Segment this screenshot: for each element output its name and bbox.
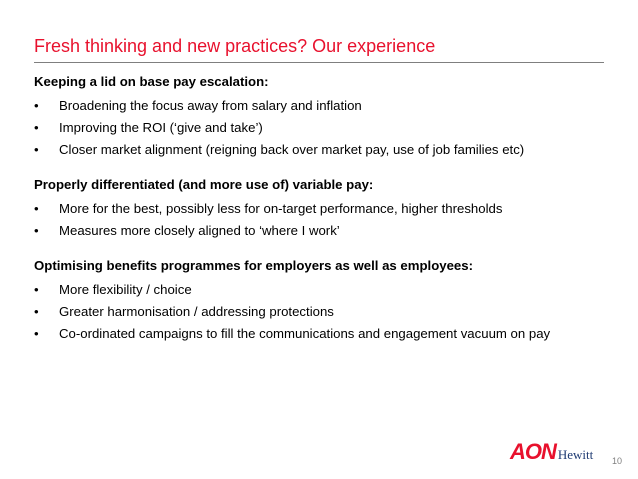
bullet-item xyxy=(34,282,614,298)
bullet-item xyxy=(34,223,614,239)
bullet-text: Improving the ROI (‘give and take’) xyxy=(59,120,263,135)
bullet-text: Co-ordinated campaigns to fill the communications and engagement vacuum on pay xyxy=(59,326,551,341)
slide-title: Fresh thinking and new practices? Our experience xyxy=(34,36,436,56)
bullet-item xyxy=(34,326,614,342)
section-variable-pay xyxy=(34,177,614,239)
bullet-icon: • xyxy=(34,223,39,238)
page-number: 10 xyxy=(611,456,622,466)
bullet-text: Closer market alignment (reigning back over market pay, use of job families etc) xyxy=(59,142,525,157)
bullet-text: Broadening the focus away from salary and inflation xyxy=(59,98,362,113)
bullet-icon: • xyxy=(34,142,39,157)
slide-content xyxy=(34,74,614,361)
bullet-item xyxy=(34,98,614,114)
bullet-icon: • xyxy=(34,304,39,319)
bullet-item xyxy=(34,201,614,217)
bullet-item xyxy=(34,120,614,136)
logo-aon-text: AON xyxy=(510,439,556,464)
section-heading: Properly differentiated (and more use of) variable pay: xyxy=(34,177,374,192)
bullet-text: Greater harmonisation / addressing protections xyxy=(59,304,334,319)
section-heading: Keeping a lid on base pay escalation: xyxy=(34,74,269,89)
bullet-icon: • xyxy=(34,98,39,113)
aon-hewitt-logo xyxy=(510,440,593,464)
bullet-icon: • xyxy=(34,120,39,135)
title-divider xyxy=(34,62,604,63)
bullet-text: More flexibility / choice xyxy=(59,282,192,297)
bullet-text: More for the best, possibly less for on-target performance, higher thresholds xyxy=(59,201,503,216)
bullet-item xyxy=(34,142,614,158)
section-heading: Optimising benefits programmes for employers as well as employees: xyxy=(34,258,473,273)
bullet-icon: • xyxy=(34,326,39,341)
logo-hewitt-text: Hewitt xyxy=(557,446,594,462)
bullet-icon: • xyxy=(34,201,39,216)
section-benefits xyxy=(34,258,614,342)
bullet-item xyxy=(34,304,614,320)
bullet-text: Measures more closely aligned to ‘where I work’ xyxy=(59,223,340,238)
bullet-icon: • xyxy=(34,282,39,297)
section-base-pay xyxy=(34,74,614,158)
